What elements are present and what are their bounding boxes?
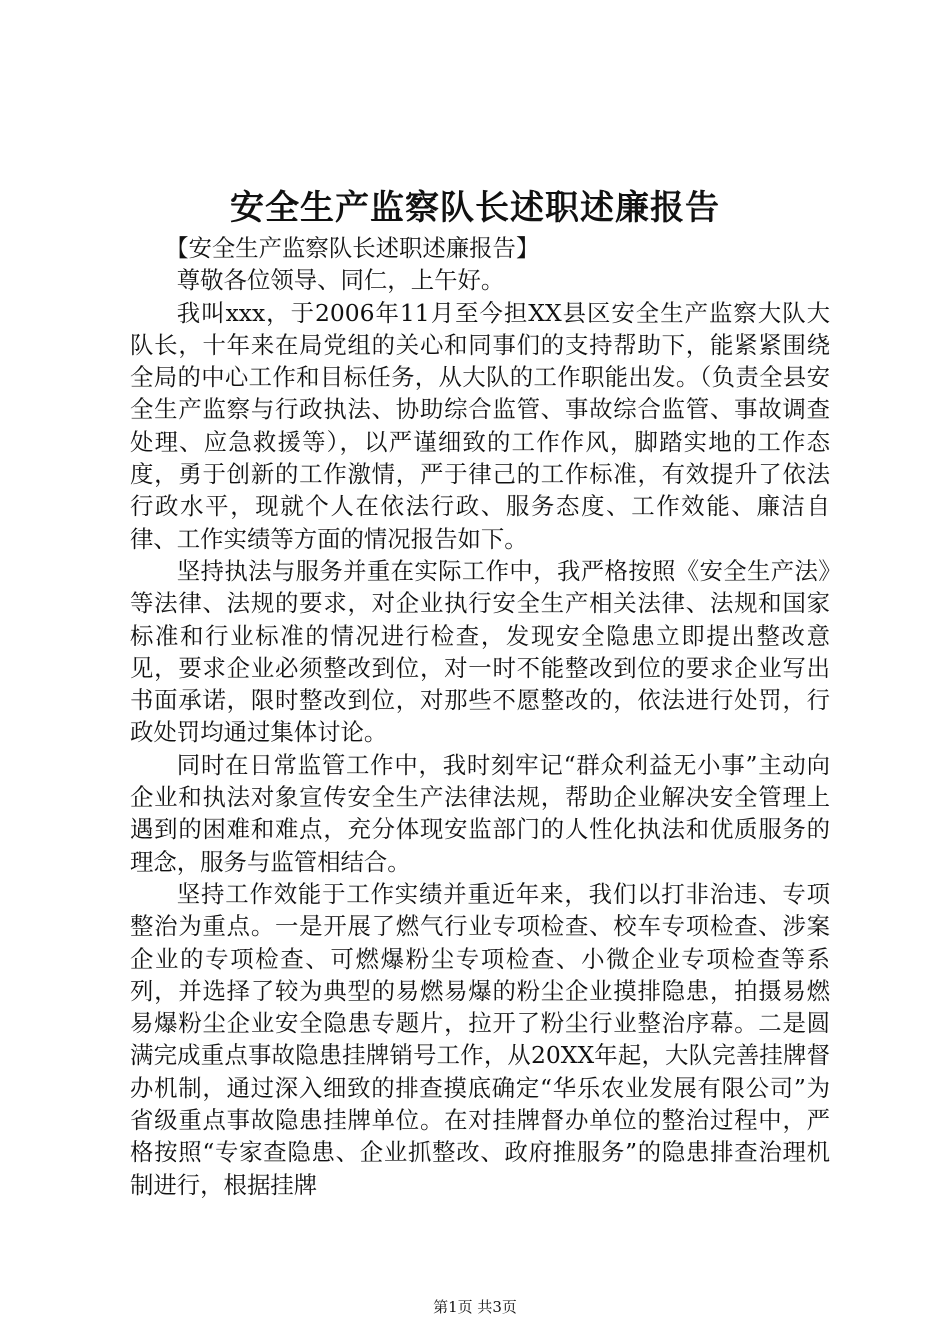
paragraph-enforcement: 坚持执法与服务并重在实际工作中，我严格按照《安全生产法》等法律、法规的要求，对企业执行安全生产相关法律、法规和国家标准和行业标准的情况进行检查，发现安全隐患立即提出整改意见，要求企业必须整改到位，对一时不能整改到位的要求企业写出书面承诺，限时整改到位，对那些不愿整改的，依法进行处罚，行政处罚均通过集体讨论。: [130, 556, 830, 747]
document-title: 安全生产监察队长述职述廉报告: [230, 188, 720, 228]
paragraph-heading: 【安全生产监察队长述职述廉报告】: [165, 234, 540, 262]
page-number: 第1页 共3页: [433, 1298, 517, 1316]
paragraph-efficiency: 坚持工作效能于工作实绩并重近年来，我们以打非治违、专项整治为重点。一是开展了燃气行业专项检查、校车专项检查、涉案企业的专项检查、可燃爆粉尘专项检查、小微企业专项检查等系列，并选择了较为典型的易燃易爆的粉尘企业摸排隐患，拍摄易燃易爆粉尘企业安全隐患专题片，拉开了粉尘行业整治序幕。二是圆满完成重点事故隐患挂牌销号工作，从20XX年起，大队完善挂牌督办机制，通过深入细致的排查摸底确定“华乐农业发展有限公司”为省级重点事故隐患挂牌单位。在对挂牌督办单位的整治过程中，严格按照“专家查隐患、企业抓整改、政府推服务”的隐患排查治理机制进行，根据挂牌: [130, 879, 830, 1199]
document-body: [130, 232, 830, 1201]
paragraph-greeting: 尊敬各位领导、同仁，上午好。: [176, 266, 505, 295]
paragraph-introduction: 我叫xxx，于2006年11月至今担XX县区安全生产监察大队大队长，十年来在局党组的关心和同事们的支持帮助下，能紧紧围绕全局的中心工作和目标任务，从大队的工作职能出发。（负责全县安全生产监察与行政执法、协助综合监管、事故综合监管、事故调查处理、应急救援等），以严谨细致的工作作风，脚踏实地的工作态度，勇于创新的工作激情，严于律己的工作标准，有效提升了依法行政水平，现就个人在依法行政、服务态度、工作效能、廉洁自律、工作实绩等方面的情况报告如下。: [130, 298, 830, 553]
paragraph-service: 同时在日常监管工作中，我时刻牢记“群众利益无小事”主动向企业和执法对象宣传安全生产法律法规，帮助企业解决安全管理上遇到的困难和难点，充分体现安监部门的人性化执法和优质服务的理念，服务与监管相结合。: [130, 750, 830, 876]
